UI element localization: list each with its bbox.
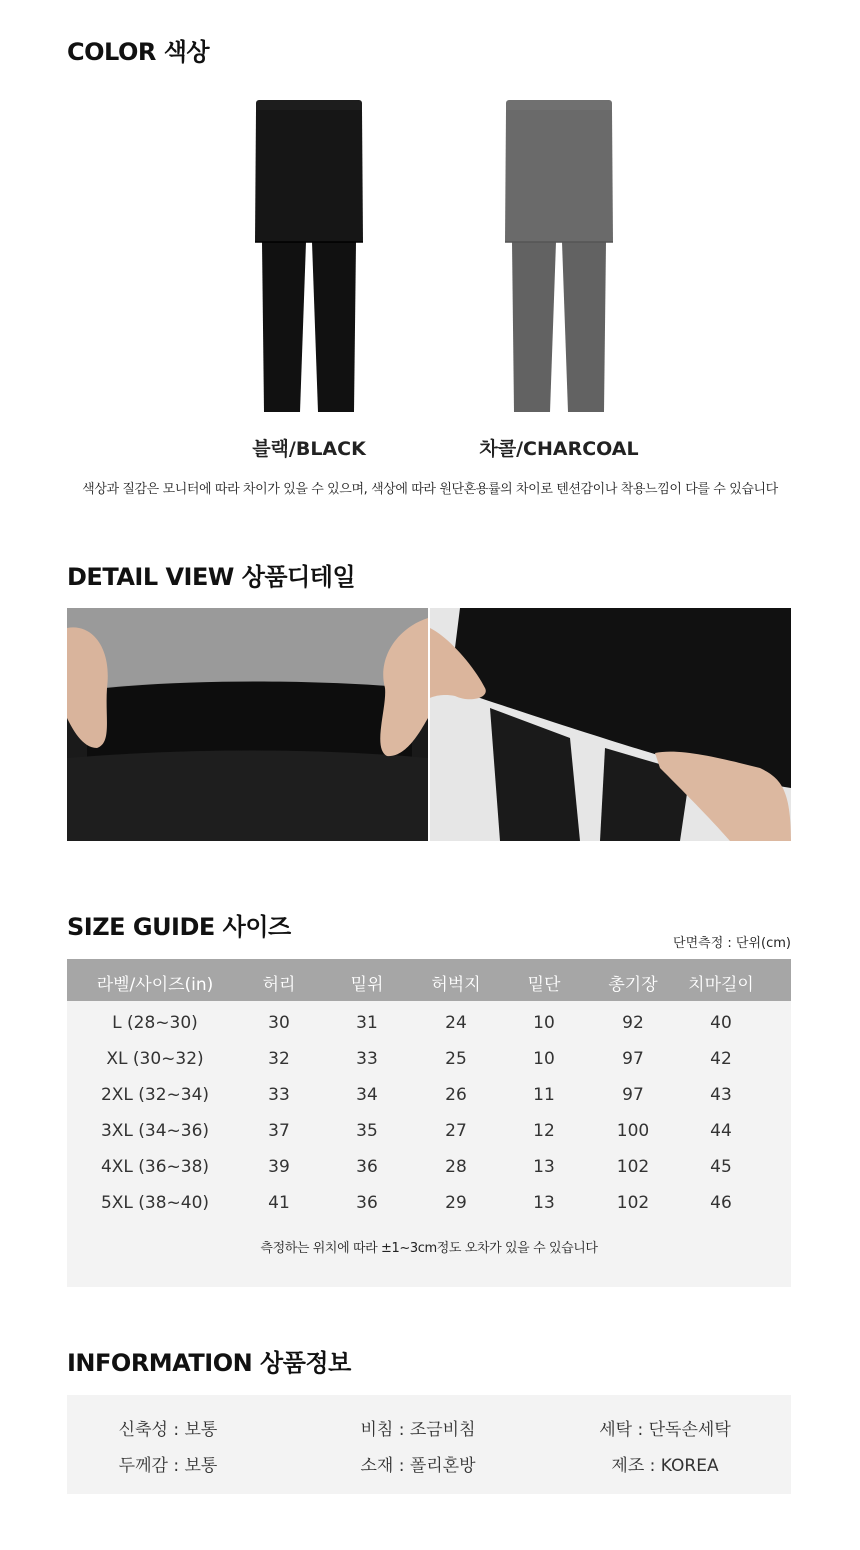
- header-label-size: 라벨/사이즈(in): [96, 975, 214, 995]
- table-cell: 12: [533, 1121, 555, 1141]
- size-section-title: SIZE GUIDE 사이즈: [67, 913, 291, 941]
- table-cell: 13: [533, 1193, 555, 1213]
- table-cell: 4XL (36~38): [100, 1157, 210, 1177]
- info-sheerness: 비침 : 조금비침: [360, 1420, 476, 1440]
- table-cell: 100: [616, 1121, 650, 1141]
- table-cell: 33: [268, 1085, 290, 1105]
- header-total-length: 총기장: [608, 975, 658, 995]
- detail-photo-waistband: [67, 608, 428, 841]
- table-cell: 44: [710, 1121, 732, 1141]
- table-cell: 27: [445, 1121, 467, 1141]
- header-thigh: 허벅지: [431, 975, 481, 995]
- table-cell: XL (30~32): [106, 1049, 204, 1069]
- table-cell: 42: [710, 1049, 732, 1069]
- table-cell: 30: [268, 1013, 290, 1033]
- table-cell: 31: [356, 1013, 378, 1033]
- info-stretch: 신축성 : 보통: [118, 1420, 218, 1440]
- table-cell: 35: [356, 1121, 378, 1141]
- table-cell: 3XL (34~36): [100, 1121, 210, 1141]
- table-cell: 92: [622, 1013, 644, 1033]
- info-thickness: 두께감 : 보통: [118, 1456, 218, 1476]
- header-waist: 허리: [262, 975, 296, 995]
- table-cell: 45: [710, 1157, 732, 1177]
- table-cell: 32: [268, 1049, 290, 1069]
- table-cell: 24: [445, 1013, 467, 1033]
- table-cell: 2XL (32~34): [100, 1085, 210, 1105]
- color-section-title: COLOR 색상: [67, 38, 210, 66]
- product-image-black: [250, 98, 368, 416]
- table-cell: 11: [533, 1085, 555, 1105]
- size-tolerance-note: 측정하는 위치에 따라 ±1~3cm정도 오차가 있을 수 있습니다: [260, 1241, 598, 1256]
- table-cell: 41: [268, 1193, 290, 1213]
- table-cell: 46: [710, 1193, 732, 1213]
- header-rise: 밑위: [350, 975, 384, 995]
- table-cell: 37: [268, 1121, 290, 1141]
- detail-photo-skirt-hem: [430, 608, 791, 841]
- header-hem: 밑단: [527, 975, 561, 995]
- table-cell: 34: [356, 1085, 378, 1105]
- table-cell: 33: [356, 1049, 378, 1069]
- info-table: [67, 1395, 791, 1494]
- table-cell: 97: [622, 1085, 644, 1105]
- table-cell: 43: [710, 1085, 732, 1105]
- size-table: [67, 959, 791, 1287]
- table-cell: 10: [533, 1049, 555, 1069]
- table-cell: 5XL (38~40): [100, 1193, 210, 1213]
- table-cell: 39: [268, 1157, 290, 1177]
- detail-section-title: DETAIL VIEW 상품디테일: [67, 563, 356, 591]
- color-disclaimer: 색상과 질감은 모니터에 따라 차이가 있을 수 있으며, 색상에 따라 원단혼용률의 차이로 텐션감이나 착용느낌이 다를 수 있습니다: [82, 482, 778, 497]
- size-unit-note: 단면측정 : 단위(cm): [673, 936, 791, 951]
- info-origin: 제조 : KOREA: [611, 1456, 719, 1476]
- table-cell: 36: [356, 1193, 378, 1213]
- header-skirt-length: 치마길이: [688, 975, 754, 995]
- size-table-header: [67, 959, 791, 1001]
- table-cell: L (28~30): [112, 1013, 198, 1033]
- table-cell: 25: [445, 1049, 467, 1069]
- info-section-title: INFORMATION 상품정보: [67, 1349, 351, 1377]
- info-washing: 세탁 : 단독손세탁: [599, 1420, 731, 1440]
- table-cell: 28: [445, 1157, 467, 1177]
- table-cell: 102: [616, 1157, 650, 1177]
- product-image-charcoal: [500, 98, 618, 416]
- info-material: 소재 : 폴리혼방: [360, 1456, 476, 1476]
- table-cell: 26: [445, 1085, 467, 1105]
- table-cell: 102: [616, 1193, 650, 1213]
- product-label-charcoal: 차콜/CHARCOAL: [479, 438, 639, 460]
- table-cell: 13: [533, 1157, 555, 1177]
- table-cell: 40: [710, 1013, 732, 1033]
- table-cell: 36: [356, 1157, 378, 1177]
- table-cell: 29: [445, 1193, 467, 1213]
- table-cell: 97: [622, 1049, 644, 1069]
- table-cell: 10: [533, 1013, 555, 1033]
- product-label-black: 블랙/BLACK: [252, 438, 366, 460]
